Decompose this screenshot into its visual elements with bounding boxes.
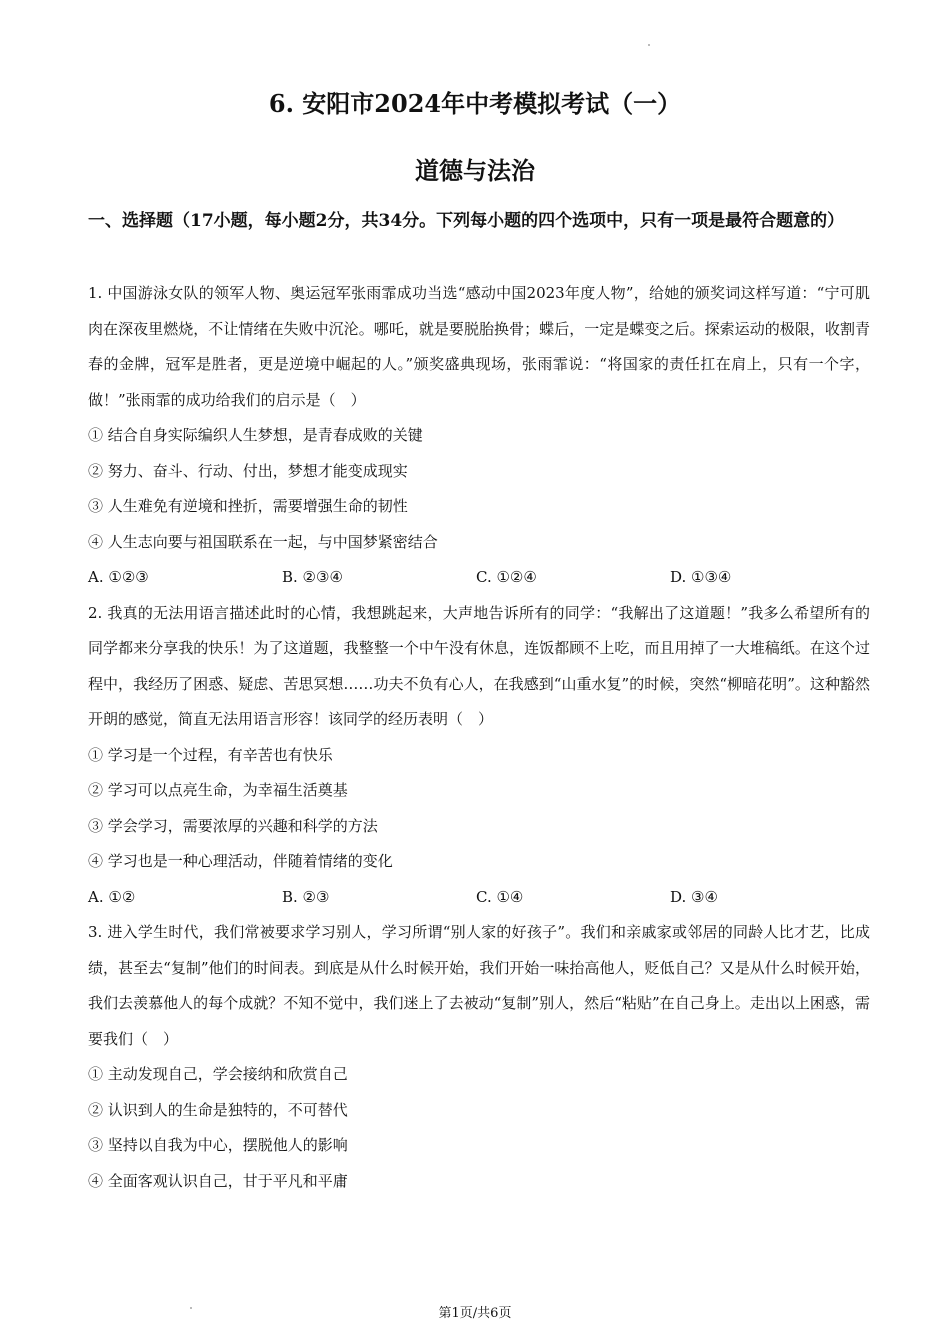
statement-option: ④ 全面客观认识自己，甘于平凡和平庸	[88, 1171, 348, 1190]
questions-container	[88, 276, 870, 1199]
statement-option: ③ 人生难免有逆境和挫折，需要增强生命的韧性	[88, 497, 408, 515]
statement-option: ② 认识到人的生命是独特的，不可替代	[88, 1100, 348, 1119]
subject-title: 道德与法治	[415, 156, 535, 185]
answer-choices	[88, 560, 870, 596]
question-2	[88, 596, 870, 916]
scan-dot	[648, 44, 650, 46]
question-stem: 2. 我真的无法用语言描述此时的心情，我想跳起来，大声地告诉所有的同学：“我解出了这道题！”我多么希望所有的同学都来分享我的快乐！为了这道题，我整整一个中午没有休息，连饭都顾不上吃，而且用掉了一大堆稿纸。在这个过程中，我经历了困惑、疑虑、苦思冥想……功夫不负有心人，在我感到“山重水复”的时候，突然“柳暗花明”。这种豁然开朗的感觉，简直无法用语言形容！该同学的经历表明（ ）	[88, 603, 870, 728]
statement-option: ① 学习是一个过程，有辛苦也有快乐	[88, 745, 333, 764]
statement-option: ① 结合自身实际编织人生梦想，是青春成败的关键	[88, 426, 423, 444]
choice-c: C. ①②④	[476, 568, 537, 586]
question-1	[88, 276, 870, 596]
exam-title: 6. 安阳市2024年中考模拟考试（一）	[268, 89, 682, 118]
statement-option: ② 学习可以点亮生命，为幸福生活奠基	[88, 781, 348, 799]
choice-c: C. ①④	[476, 887, 524, 906]
statement-option: ③ 学会学习，需要浓厚的兴趣和科学的方法	[88, 816, 378, 835]
choice-d: D. ③④	[670, 887, 718, 906]
page-number: 第1页/共6页	[438, 1306, 512, 1321]
choice-a: A. ①②③	[88, 568, 149, 586]
choice-a: A. ①②	[88, 887, 136, 906]
statement-option: ④ 学习也是一种心理活动，伴随着情绪的变化	[88, 852, 393, 870]
question-3	[88, 915, 870, 1199]
question-stem: 3. 进入学生时代，我们常被要求学习别人，学习所谓“别人家的好孩子”。我们和亲戚家或邻居的同龄人比才艺，比成绩，甚至去“复制”他们的时间表。到底是从什么时候开始，我们开始一味抬高他人，贬低自己？又是从什么时候开始，我们去羡慕他人的每个成就？不知不觉中，我们迷上了去被动“复制”别人，然后“粘贴”在自己身上。走出以上困惑，需要我们（ ）	[88, 923, 870, 1048]
section-heading: 一、选择题（17小题，每小题2分，共34分。下列每小题的四个选项中，只有一项是最符合题意的）	[88, 211, 845, 231]
choice-b: B. ②③	[282, 887, 330, 906]
statement-option: ③ 坚持以自我为中心，摆脱他人的影响	[88, 1136, 348, 1154]
choice-d: D. ①③④	[670, 568, 732, 586]
statement-option: ① 主动发现自己，学会接纳和欣赏自己	[88, 1065, 348, 1083]
answer-choices	[88, 880, 870, 916]
statement-option: ④ 人生志向要与祖国联系在一起，与中国梦紧密结合	[88, 532, 438, 551]
choice-b: B. ②③④	[282, 568, 343, 586]
statement-option: ② 努力、奋斗、行动、付出，梦想才能变成现实	[88, 461, 408, 480]
question-stem: 1. 中国游泳女队的领军人物、奥运冠军张雨霏成功当选“感动中国2023年度人物”，给她的颁奖词这样写道：“宁可肌肉在深夜里燃烧，不让情绪在失败中沉沦。哪吒，就是要脱胎换骨；蝶后，一定是蝶变之后。探索运动的极限，收割青春的金牌，冠军是胜者，更是逆境中崛起的人。”颁奖盛典现场，张雨霏说：“将国家的责任扛在肩上，只有一个字，做！”张雨霏的成功给我们的启示是（ ）	[88, 284, 870, 409]
